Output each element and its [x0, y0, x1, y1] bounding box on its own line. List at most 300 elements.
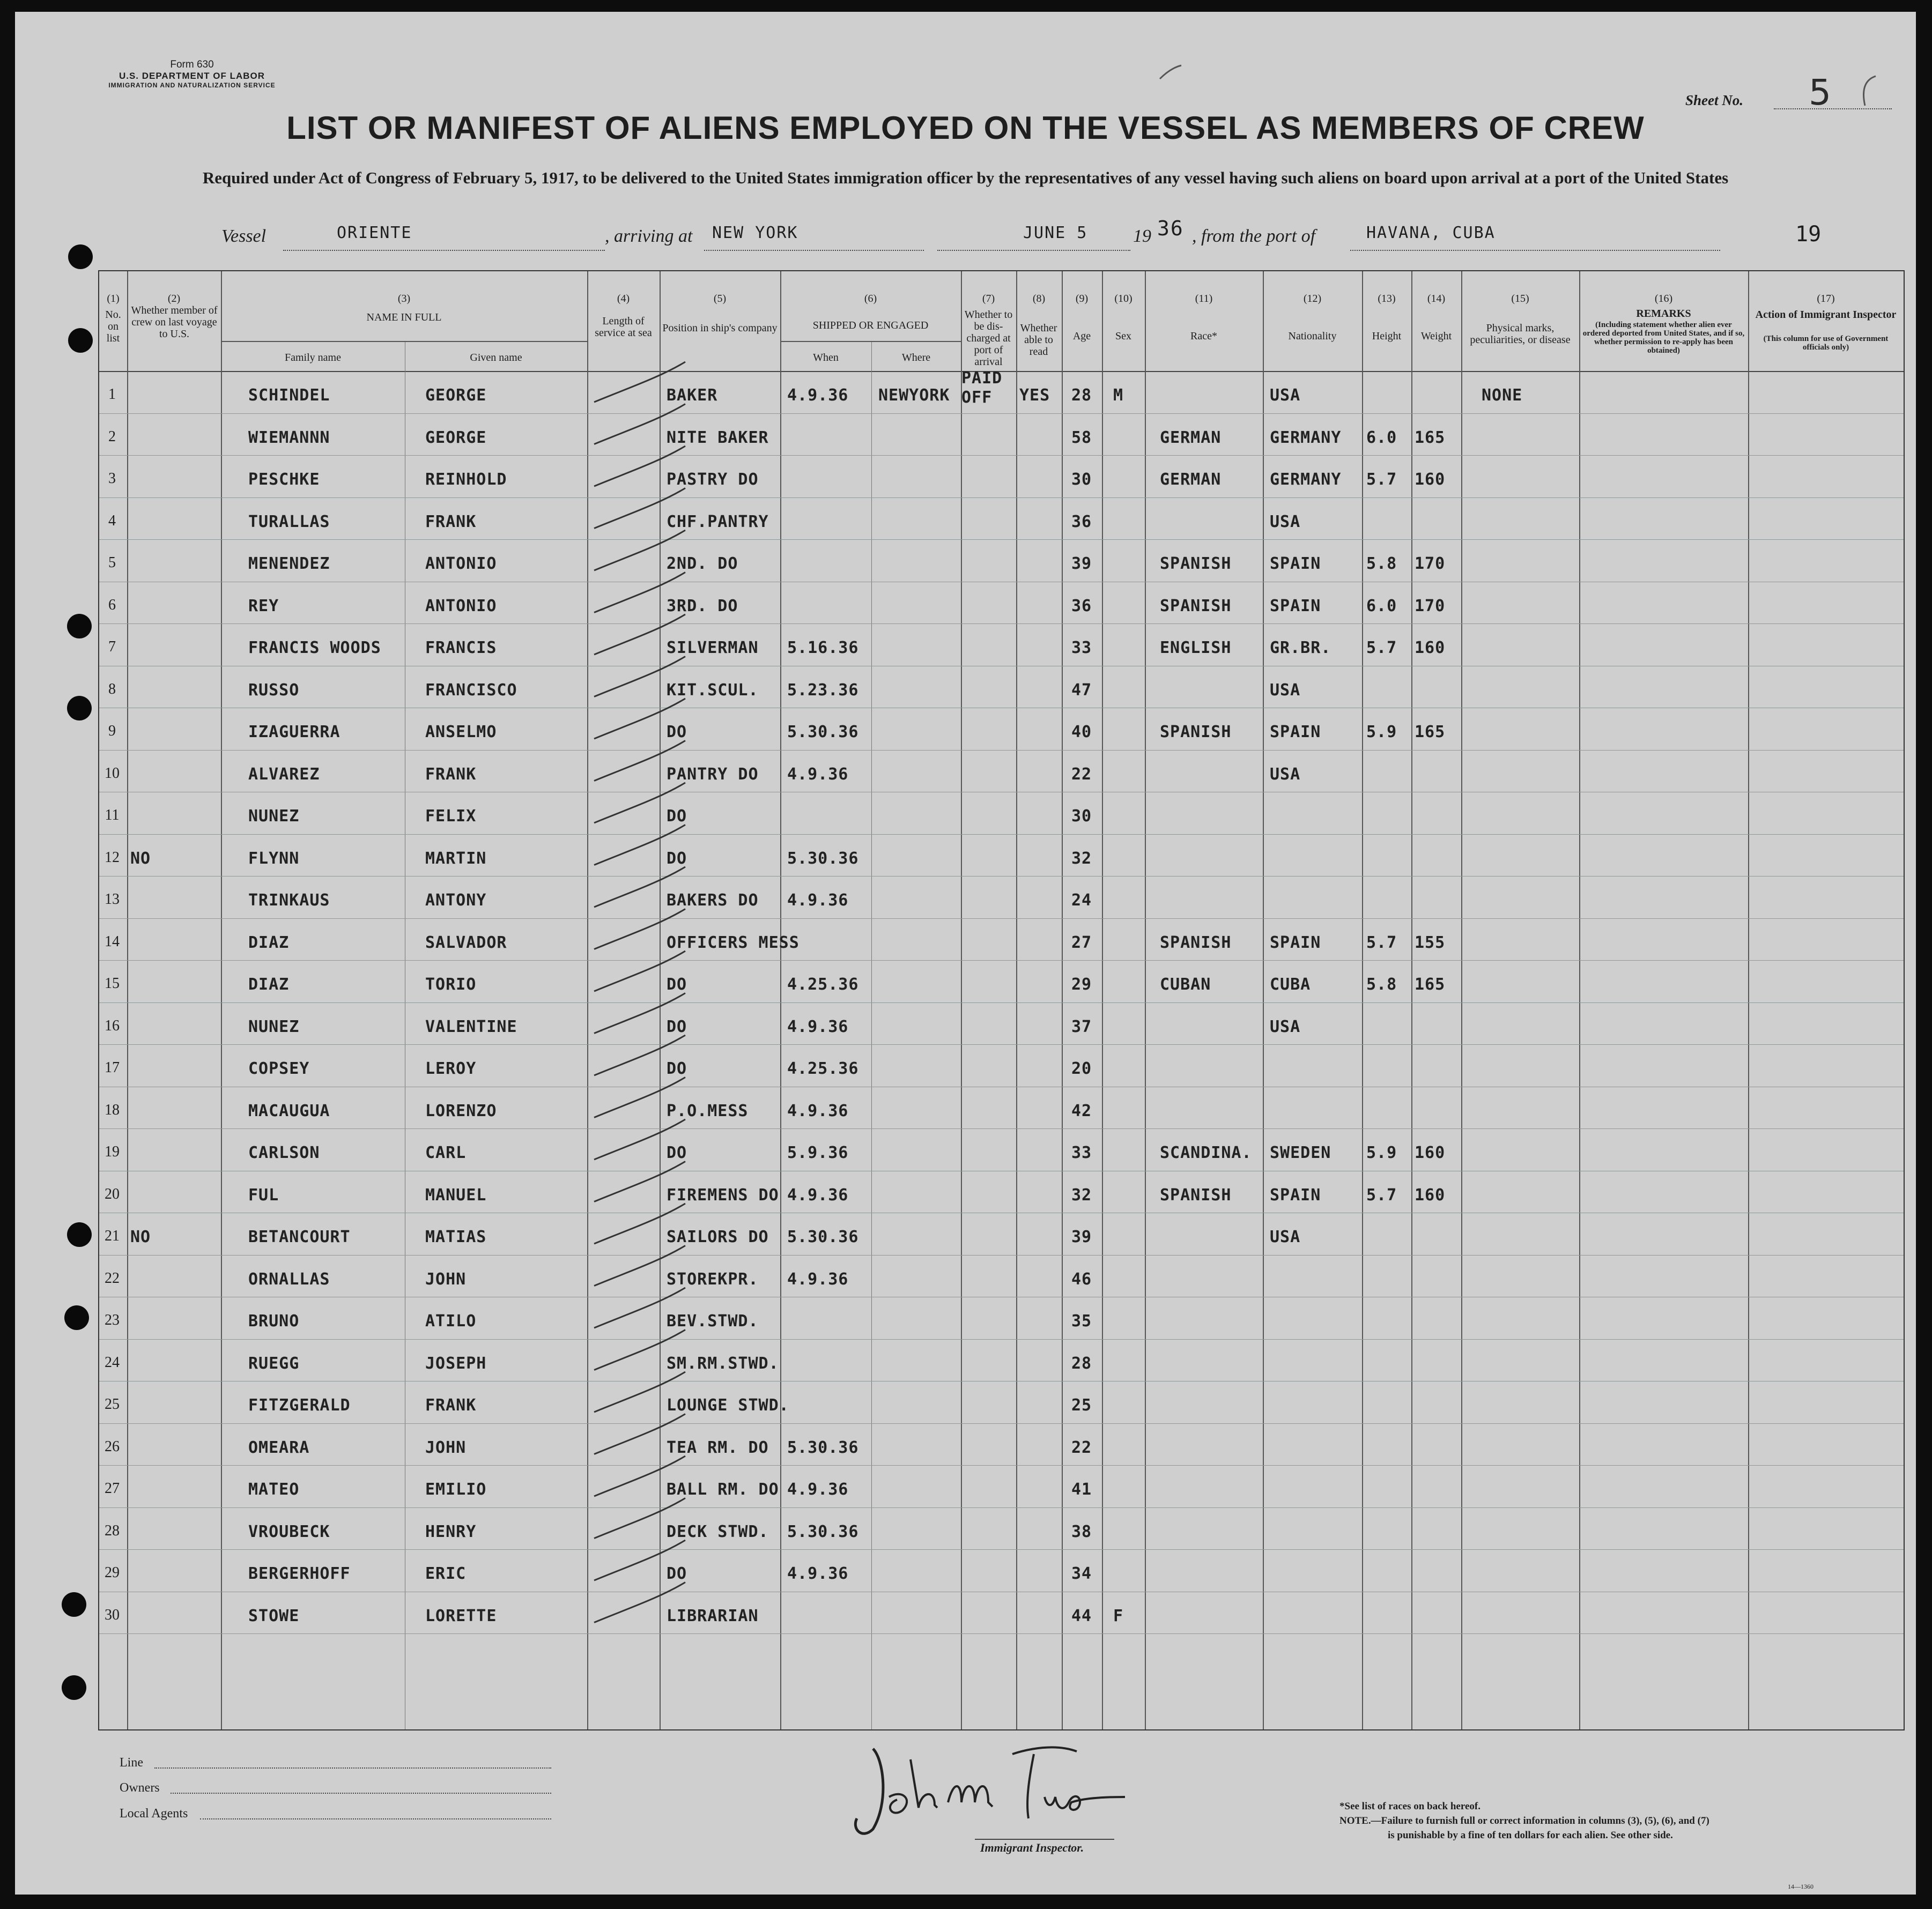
cell-nationality: USA [1270, 1017, 1301, 1036]
cell-no: 18 [105, 1101, 120, 1118]
cell-position: 2ND. DO [667, 554, 738, 573]
cell-family: BRUNO [248, 1312, 300, 1331]
cell-age: 37 [1071, 1017, 1092, 1036]
cell-position: DO [667, 849, 687, 868]
binder-hole [62, 1592, 86, 1617]
cell-family: BERGERHOFF [248, 1564, 351, 1583]
cell-age: 58 [1071, 428, 1092, 447]
colnum-7: (7) [982, 293, 995, 304]
cell-weight: 155 [1415, 933, 1446, 952]
tick-mark [594, 488, 685, 529]
tick-mark [594, 1162, 685, 1202]
tick-mark [594, 1540, 685, 1580]
cell-when: 4.9.36 [787, 1101, 849, 1120]
hdr-shipped: SHIPPED OR ENGAGED [812, 320, 929, 331]
cell-given: FRANK [425, 1396, 477, 1415]
hdr-no-on-list: No. on list [105, 309, 121, 344]
tick-mark [594, 867, 685, 907]
cell-age: 36 [1071, 596, 1092, 615]
cell-member: NO [130, 849, 151, 868]
cell-age: 27 [1071, 933, 1092, 952]
cell-age: 22 [1071, 1438, 1092, 1457]
cell-family: CARLSON [248, 1143, 320, 1162]
tick-mark [594, 446, 685, 486]
cell-family: DIAZ [248, 975, 290, 994]
cell-no: 19 [105, 1143, 120, 1160]
cell-age: 25 [1071, 1396, 1092, 1415]
cell-age: 24 [1071, 891, 1092, 910]
sheet-number-label: Sheet No. [1685, 92, 1743, 108]
cell-when: 5.30.36 [787, 723, 859, 741]
cell-age: 32 [1071, 1185, 1092, 1205]
cell-race: GERMAN [1160, 470, 1222, 489]
binder-hole [64, 1305, 89, 1330]
hdr-physical: Physical marks, peculiarities, or disease [1470, 322, 1571, 346]
cell-nationality: USA [1270, 764, 1301, 784]
tick-mark [594, 1035, 685, 1075]
cell-family: RUSSO [248, 680, 300, 700]
cell-given: ATILO [425, 1312, 477, 1331]
cell-no: 12 [105, 849, 120, 866]
arriving-value: NEW YORK [712, 224, 798, 242]
hdr-action-note: (This column for use of Government officials only) [1763, 335, 1889, 352]
binder-hole [68, 328, 93, 353]
hdr-discharged: Whether to be dis- charged at port of arrival [964, 309, 1013, 368]
cell-position: CHF.PANTRY [667, 512, 769, 531]
cell-given: GEORGE [425, 386, 487, 405]
hdr-read: Whether able to read [1020, 322, 1057, 358]
cell-when: 5.30.36 [787, 849, 859, 868]
form-number: Form 630 [170, 59, 214, 70]
cell-weight: 170 [1415, 554, 1446, 573]
cell-given: ANTONIO [425, 554, 497, 573]
cell-no: 15 [105, 975, 120, 992]
cell-race: SPANISH [1160, 1185, 1232, 1205]
cell-given: MATIAS [425, 1228, 487, 1246]
cell-given: LORETTE [425, 1606, 497, 1625]
cell-no: 29 [105, 1564, 120, 1581]
cell-position: DO [667, 975, 687, 994]
colnum-5: (5) [713, 293, 727, 304]
cell-weight: 160 [1415, 470, 1446, 489]
cell-position: OFFICERS MESS [667, 933, 800, 952]
cell-family: FUL [248, 1185, 279, 1205]
cell-age: 41 [1071, 1480, 1092, 1499]
cell-position: DECK STWD. [667, 1522, 769, 1541]
cell-family: NUNEZ [248, 1017, 300, 1036]
service: IMMIGRATION AND NATURALIZATION SERVICE [108, 81, 276, 89]
cell-weight: 160 [1415, 1143, 1446, 1162]
cell-family: TRINKAUS [248, 891, 330, 910]
cell-physical: NONE [1482, 386, 1523, 405]
cell-no: 1 [108, 386, 116, 403]
tick-mark [594, 741, 685, 781]
cell-no: 24 [105, 1354, 120, 1371]
cell-family: TURALLAS [248, 512, 330, 531]
cell-nationality: SPAIN [1270, 1185, 1321, 1205]
cell-given: ERIC [425, 1564, 467, 1583]
cell-read: YES [1019, 386, 1050, 405]
cell-given: JOHN [425, 1438, 467, 1457]
inspector-label: Immigrant Inspector. [980, 1841, 1084, 1854]
cell-when: 5.30.36 [787, 1522, 859, 1541]
cell-member: NO [130, 1228, 151, 1246]
cell-nationality: USA [1270, 386, 1301, 405]
hdr-remarks: REMARKS [1636, 308, 1691, 320]
tick-mark [594, 530, 685, 570]
cell-given: FRANK [425, 512, 477, 531]
colnum-2: (2) [167, 293, 181, 304]
colnum-14: (14) [1427, 293, 1446, 304]
cell-position: BAKERS DO [667, 891, 759, 910]
cell-age: 42 [1071, 1101, 1092, 1120]
sheet-number-value: 5 [1809, 72, 1831, 113]
cell-no: 22 [105, 1269, 120, 1287]
footnote-fine-cont: is punishable by a fine of ten dollars for each alien. See other side. [1388, 1830, 1673, 1841]
tick-mark [594, 404, 685, 444]
cell-when: 4.9.36 [787, 764, 849, 784]
cell-family: SCHINDEL [248, 386, 330, 405]
cell-when: 4.9.36 [787, 1185, 849, 1205]
cell-position: DO [667, 1564, 687, 1583]
cell-no: 14 [105, 933, 120, 950]
colnum-3: (3) [397, 293, 411, 304]
cell-given: GEORGE [425, 428, 487, 447]
cell-when: 4.9.36 [787, 891, 849, 910]
cell-family: WIEMANNN [248, 428, 330, 447]
cell-position: KIT.SCUL. [667, 680, 759, 700]
cell-family: FITZGERALD [248, 1396, 351, 1415]
page-title: LIST OR MANIFEST OF ALIENS EMPLOYED ON THE VESSEL AS MEMBERS OF CREW [286, 110, 1645, 146]
cell-position: 3RD. DO [667, 596, 738, 615]
cell-no: 6 [108, 596, 116, 613]
cell-family: IZAGUERRA [248, 723, 340, 741]
cell-position: SM.RM.STWD. [667, 1354, 779, 1373]
cell-given: REINHOLD [425, 470, 507, 489]
cell-nationality: SPAIN [1270, 554, 1321, 573]
cell-position: BEV.STWD. [667, 1312, 759, 1331]
binder-hole [67, 614, 92, 638]
cell-when: 4.25.36 [787, 975, 859, 994]
cell-no: 3 [108, 470, 116, 487]
cell-nationality: SPAIN [1270, 933, 1321, 952]
page-subtitle: Required under Act of Congress of February 5, 1917, to be delivered to the United States immigration officer by the representatives of any vessel having such aliens on board upon arrival at a port of the United States [202, 168, 1729, 187]
cell-when: 4.9.36 [787, 1480, 849, 1499]
cell-no: 27 [105, 1480, 120, 1497]
colnum-16: (16) [1654, 293, 1673, 304]
cell-age: 28 [1071, 386, 1092, 405]
cell-nationality: SWEDEN [1270, 1143, 1331, 1162]
cell-family: NUNEZ [248, 807, 300, 826]
cell-family: FRANCIS WOODS [248, 638, 381, 657]
footer-line-rule [154, 1767, 551, 1769]
cell-no: 11 [105, 807, 120, 823]
hdr-position: Position in ship's company [662, 322, 778, 334]
hdr-height: Height [1372, 330, 1402, 342]
footnote-races: *See list of races on back hereof. [1339, 1801, 1481, 1812]
cell-nationality: SPAIN [1270, 723, 1321, 741]
cell-given: TORIO [425, 975, 477, 994]
cell-race: SCANDINA. [1160, 1143, 1252, 1162]
cell-weight: 165 [1415, 428, 1446, 447]
cell-race: GERMAN [1160, 428, 1222, 447]
inspector-signature [852, 1738, 1152, 1845]
tick-mark [594, 699, 685, 739]
hdr-remarks-note: (Including statement whether alien ever ordered deported from United States, and if so, whether permission to re-apply has been obtained) [1582, 321, 1745, 355]
arriving-label: , arriving at [605, 226, 693, 246]
cell-age: 28 [1071, 1354, 1092, 1373]
cell-age: 22 [1071, 764, 1092, 784]
cell-age: 39 [1071, 554, 1092, 573]
cell-weight: 160 [1415, 1185, 1446, 1205]
from-label: , from the port of [1192, 226, 1316, 246]
tick-mark [594, 783, 685, 823]
binder-hole [67, 1222, 92, 1247]
tick-mark [594, 1078, 685, 1118]
cell-family: MENENDEZ [248, 554, 330, 573]
cell-given: EMILIO [425, 1480, 487, 1499]
colnum-13: (13) [1378, 293, 1396, 304]
cell-no: 25 [105, 1396, 120, 1413]
cell-age: 40 [1071, 723, 1092, 741]
colnum-17: (17) [1817, 293, 1835, 304]
cell-given: HENRY [425, 1522, 477, 1541]
cell-position: SAILORS DO [667, 1228, 769, 1246]
cell-given: MARTIN [425, 849, 487, 868]
cell-sex: F [1113, 1606, 1124, 1625]
cell-height: 5.9 [1366, 1143, 1397, 1162]
tick-mark [594, 362, 685, 402]
cell-given: FRANCIS [425, 638, 497, 657]
cell-given: FRANCISCO [425, 680, 517, 700]
cell-age: 30 [1071, 807, 1092, 826]
cell-no: 26 [105, 1438, 120, 1455]
cell-position: DO [667, 1017, 687, 1036]
cell-nationality: USA [1270, 512, 1301, 531]
cell-no: 30 [105, 1606, 120, 1623]
colnum-1: (1) [107, 293, 120, 304]
cell-nationality: USA [1270, 1228, 1301, 1246]
footnote-fine: NOTE.—Failure to furnish full or correct information in columns (3), (5), (6), and (7) [1339, 1815, 1709, 1826]
cell-position: SILVERMAN [667, 638, 759, 657]
cell-height: 5.8 [1366, 554, 1397, 573]
cell-age: 34 [1071, 1564, 1092, 1583]
colnum-6: (6) [864, 293, 877, 304]
tick-mark [594, 1119, 685, 1160]
tick-mark [594, 1414, 685, 1454]
footer-agents-label: Local Agents [120, 1807, 188, 1821]
hdr-nationality: Nationality [1288, 330, 1337, 342]
cell-nationality: GR.BR. [1270, 638, 1331, 657]
hdr-where: Where [901, 352, 931, 363]
footer-owners-label: Owners [120, 1781, 160, 1795]
colnum-11: (11) [1195, 293, 1213, 304]
cell-when: 5.30.36 [787, 1438, 859, 1457]
cell-when: 5.30.36 [787, 1228, 859, 1246]
hdr-given-name: Given name [470, 352, 522, 363]
hdr-sex: Sex [1115, 330, 1131, 342]
tick-mark [594, 825, 685, 865]
cell-age: 20 [1071, 1059, 1092, 1078]
cell-when: 4.25.36 [787, 1059, 859, 1078]
cell-no: 8 [108, 680, 116, 697]
binder-hole [67, 696, 92, 720]
cell-family: PESCHKE [248, 470, 320, 489]
cell-family: COPSEY [248, 1059, 310, 1078]
colnum-4: (4) [617, 293, 630, 304]
tick-mark [594, 1288, 685, 1328]
cell-given: JOSEPH [425, 1354, 487, 1373]
cell-no: 17 [105, 1059, 120, 1076]
binder-hole [62, 1675, 86, 1700]
cell-given: ANTONY [425, 891, 487, 910]
cell-height: 5.7 [1366, 470, 1397, 489]
colnum-9: (9) [1075, 293, 1089, 304]
hdr-when: When [813, 352, 839, 363]
cell-family: ORNALLAS [248, 1269, 330, 1289]
cell-position: DO [667, 807, 687, 826]
tick-mark [594, 614, 685, 655]
cell-age: 47 [1071, 680, 1092, 700]
inspector-rule [975, 1839, 1114, 1840]
cell-when: 5.9.36 [787, 1143, 849, 1162]
cell-no: 23 [105, 1312, 120, 1328]
tick-mark [594, 993, 685, 1034]
hdr-length-service: Length of service at sea [595, 315, 652, 339]
cell-position: P.O.MESS [667, 1101, 749, 1120]
colnum-10: (10) [1114, 293, 1132, 304]
cell-height: 5.9 [1366, 723, 1397, 741]
colnum-15: (15) [1511, 293, 1529, 304]
cell-family: MACAUGUA [248, 1101, 330, 1120]
hdr-name-in-full: NAME IN FULL [366, 311, 442, 323]
cell-given: MANUEL [425, 1185, 487, 1205]
tick-mark [594, 573, 685, 613]
tick-mark [594, 1456, 685, 1496]
cell-given: VALENTINE [425, 1017, 517, 1036]
pen-marks [15, 12, 1916, 1895]
cell-no: 5 [108, 554, 116, 571]
cell-age: 33 [1071, 1143, 1092, 1162]
cell-no: 4 [108, 512, 116, 529]
cell-weight: 170 [1415, 596, 1446, 615]
cell-given: CARL [425, 1143, 467, 1162]
cell-no: 20 [105, 1185, 120, 1202]
cell-height: 5.7 [1366, 638, 1397, 657]
cell-position: DO [667, 1059, 687, 1078]
cell-no: 28 [105, 1522, 120, 1539]
cell-given: ANTONIO [425, 596, 497, 615]
cell-no: 21 [105, 1228, 120, 1244]
colnum-12: (12) [1303, 293, 1322, 304]
form-code: 14—1360 [1788, 1883, 1813, 1890]
tick-mark [594, 1330, 685, 1370]
cell-race: SPANISH [1160, 554, 1232, 573]
cell-discharged: PAID OFF [961, 369, 1003, 407]
cell-given: ANSELMO [425, 723, 497, 741]
cell-family: REY [248, 596, 279, 615]
cell-family: DIAZ [248, 933, 290, 952]
cell-no: 2 [108, 428, 116, 445]
vessel-value: ORIENTE [337, 224, 412, 242]
cell-position: PASTRY DO [667, 470, 759, 489]
tick-mark [594, 1498, 685, 1539]
cell-race: SPANISH [1160, 723, 1232, 741]
cell-no: 10 [105, 764, 120, 782]
footer-owners-rule [171, 1793, 551, 1794]
year-suffix: 36 [1157, 217, 1184, 240]
tick-mark [594, 1372, 685, 1412]
hdr-action: Action of Immigrant Inspector [1755, 309, 1897, 321]
cell-family: FLYNN [248, 849, 300, 868]
hdr-family-name: Family name [285, 352, 341, 363]
tick-mark [594, 951, 685, 991]
cell-age: 32 [1071, 849, 1092, 868]
cell-sex: M [1113, 386, 1124, 405]
cell-no: 13 [105, 891, 120, 908]
cell-family: ALVAREZ [248, 764, 320, 784]
cell-nationality: GERMANY [1270, 428, 1342, 447]
tick-mark [594, 1246, 685, 1286]
corner-number: 19 [1795, 222, 1822, 247]
cell-family: MATEO [248, 1480, 300, 1499]
cell-position: FIREMENS DO [667, 1185, 779, 1205]
cell-position: DO [667, 1143, 687, 1162]
vessel-label: Vessel [221, 226, 267, 246]
from-value: HAVANA, CUBA [1366, 224, 1496, 242]
year-prefix: 19 [1133, 226, 1151, 246]
cell-age: 46 [1071, 1269, 1092, 1289]
cell-age: 39 [1071, 1228, 1092, 1246]
manifest-sheet [15, 12, 1916, 1895]
cell-position: TEA RM. DO [667, 1438, 769, 1457]
tick-mark [594, 909, 685, 949]
cell-height: 5.7 [1366, 933, 1397, 952]
footer-line-label: Line [120, 1756, 143, 1770]
tick-mark [594, 1204, 685, 1244]
cell-nationality: GERMANY [1270, 470, 1342, 489]
cell-given: LEROY [425, 1059, 477, 1078]
cell-no: 16 [105, 1017, 120, 1034]
cell-no: 9 [108, 723, 116, 739]
cell-age: 29 [1071, 975, 1092, 994]
binder-hole [68, 244, 93, 269]
hdr-race: Race* [1190, 330, 1217, 342]
cell-age: 44 [1071, 1606, 1092, 1625]
cell-weight: 165 [1415, 975, 1446, 994]
department: U.S. DEPARTMENT OF LABOR [119, 71, 265, 81]
cell-age: 36 [1071, 512, 1092, 531]
cell-family: VROUBECK [248, 1522, 330, 1541]
colnum-8: (8) [1032, 293, 1046, 304]
cell-age: 38 [1071, 1522, 1092, 1541]
cell-given: SALVADOR [425, 933, 507, 952]
cell-where: NEWYORK [878, 386, 950, 405]
cell-position: PANTRY DO [667, 764, 759, 784]
tick-mark [594, 657, 685, 697]
cell-position: DO [667, 723, 687, 741]
cell-race: SPANISH [1160, 933, 1232, 952]
date-value: JUNE 5 [1023, 224, 1088, 242]
cell-when: 5.23.36 [787, 680, 859, 700]
cell-race: CUBAN [1160, 975, 1211, 994]
cell-age: 30 [1071, 470, 1092, 489]
cell-when: 5.16.36 [787, 638, 859, 657]
cell-when: 4.9.36 [787, 1269, 849, 1289]
cell-nationality: CUBA [1270, 975, 1311, 994]
cell-height: 5.8 [1366, 975, 1397, 994]
cell-position: NITE BAKER [667, 428, 769, 447]
